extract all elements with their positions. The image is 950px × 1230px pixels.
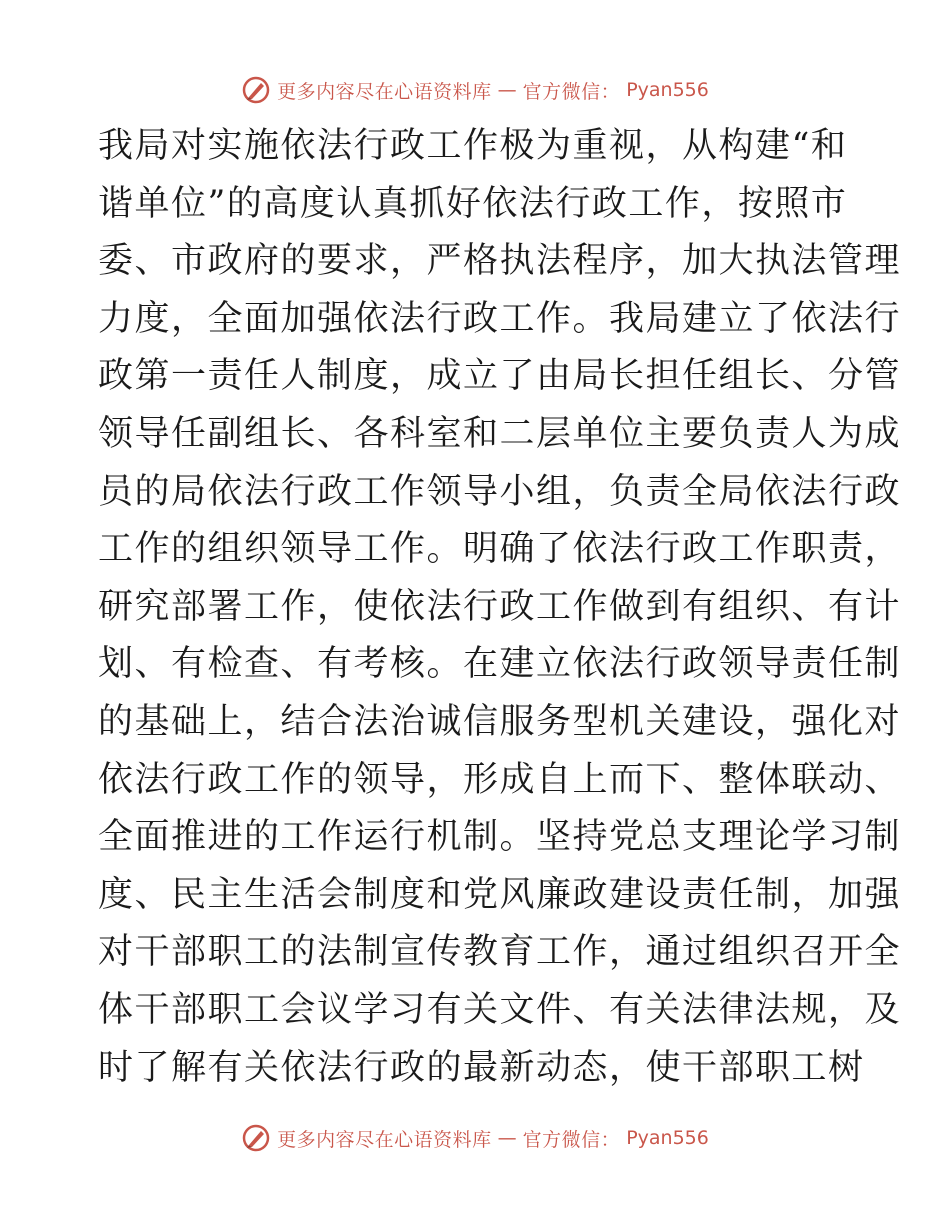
body-line: 谐单位”的高度认真抓好依法行政工作，按照市 [98,183,848,224]
body-line: 工作的组织领导工作。明确了依法行政工作职责， [98,529,902,570]
body-line: 划、有检查、有考核。在建立依法行政领导责任制 [98,644,902,685]
body-line: 依法行政工作的领导，形成自上而下、整体联动、 [98,759,902,800]
watermark-wechat-id: Pyan556 [626,1127,709,1149]
watermark-text: 更多内容尽在心语资料库 [277,1128,492,1151]
body-line: 体干部职工会议学习有关文件、有关法律法规，及 [98,989,902,1030]
body-line: 的基础上，结合法治诚信服务型机关建设，强化对 [98,701,902,742]
watermark-text: 更多内容尽在心语资料库 [277,80,492,103]
body-line: 员的局依法行政工作领导小组，负责全局依法行政 [98,471,902,512]
pen-logo-icon [241,1123,271,1153]
watermark-separator: — [497,79,517,101]
body-line: 全面推进的工作运行机制。坚持党总支理论学习制 [98,817,902,858]
pen-logo-icon [241,75,271,105]
body-line: 政第一责任人制度，成立了由局长担任组长、分管 [98,356,902,397]
body-line: 对干部职工的法制宣传教育工作，通过组织召开全 [98,932,902,973]
body-line: 领导任副组长、各科室和二层单位主要负责人为成 [98,413,902,454]
watermark-wechat-label: 官方微信： [522,80,621,103]
document-body [98,118,902,1097]
body-line: 我局对实施依法行政工作极为重视，从构建“和 [98,126,848,166]
footer-watermark [0,1118,950,1158]
watermark-wechat-label: 官方微信： [522,1128,621,1151]
body-line: 委、市政府的要求，严格执法程序，加大执法管理 [98,241,902,282]
body-line: 研究部署工作，使依法行政工作做到有组织、有计 [98,586,902,627]
body-line: 力度，全面加强依法行政工作。我局建立了依法行 [98,298,902,339]
body-line: 时了解有关依法行政的最新动态，使干部职工树 [98,1047,865,1088]
watermark-separator: — [497,1127,517,1149]
header-watermark [0,70,950,110]
watermark-wechat-id: Pyan556 [626,79,709,101]
body-line: 度、民主生活会制度和党风廉政建设责任制，加强 [98,874,902,915]
